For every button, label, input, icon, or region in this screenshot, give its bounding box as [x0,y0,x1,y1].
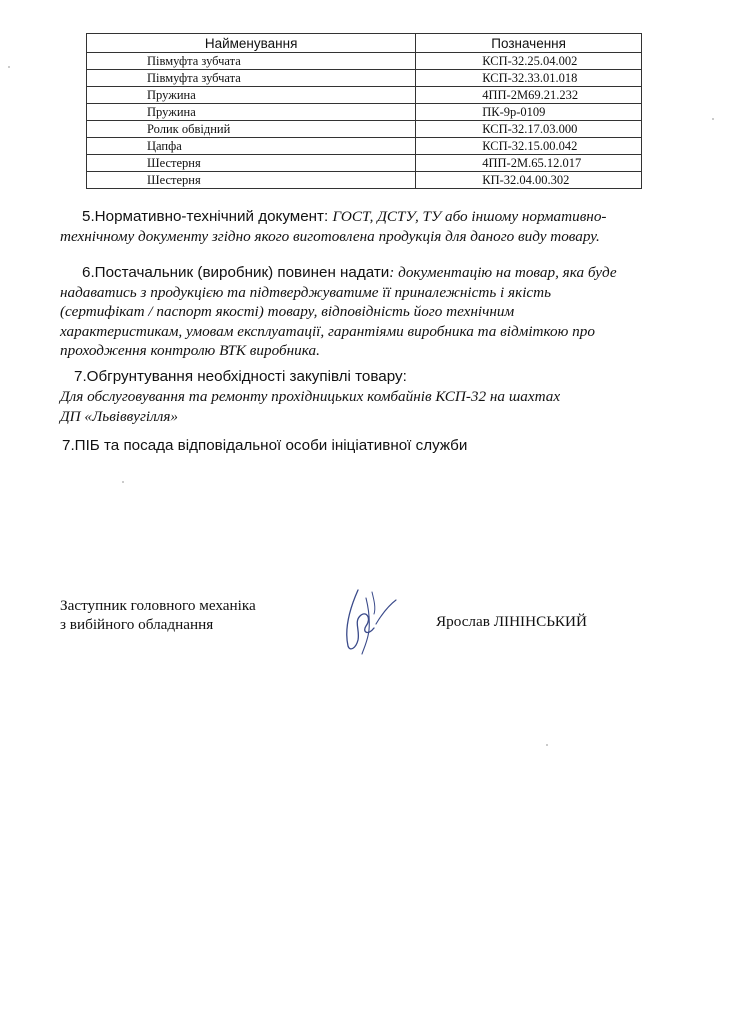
section-6-paragraph [60,263,675,361]
signer-position [60,596,256,634]
cell-name: Півмуфта зубчата [87,70,416,87]
table-row [87,155,642,172]
cell-code: 4ПП-2М.65.12.017 [416,155,642,172]
parts-table [86,33,642,189]
cell-code: 4ПП-2М69.21.232 [416,87,642,104]
cell-name: Шестерня [87,155,416,172]
table-row [87,104,642,121]
cell-name: Пружина [87,104,416,121]
table-row [87,70,642,87]
cell-code: ПК-9р-0109 [416,104,642,121]
cell-code: КСП-32.25.04.002 [416,53,642,70]
section-7-text-1: Для обслуговування та ремонту прохідницьких комбайнів КСП-32 на шахтах [60,388,561,405]
section-8-title: 7.ПІБ та посада відповідальної особи ініціативної служби [62,437,468,454]
cell-name: Півмуфта зубчата [87,53,416,70]
cell-name: Шестерня [87,172,416,189]
signer-name: Ярослав ЛІНІНСЬКИЙ [436,613,587,630]
table-header-row [87,34,642,53]
table-row [87,53,642,70]
cell-code: КСП-32.17.03.000 [416,121,642,138]
section-6-label: 6.Постачальник (виробник) повинен надати [82,264,390,281]
section-5-paragraph [60,207,667,246]
table-row [87,87,642,104]
cell-code: КСП-32.15.00.042 [416,138,642,155]
scan-speck [122,481,124,483]
section-7-title: 7.Обгрунтування необхідності закупівлі товару: [74,368,407,385]
section-5-text-1: ГОСТ, ДСТУ, ТУ або іншому нормативно- [332,208,607,225]
table-row [87,172,642,189]
section-7-text-2: ДП «Львіввугілля» [60,407,178,425]
cell-name: Пружина [87,87,416,104]
scan-speck [546,744,548,746]
table-row [87,121,642,138]
section-6-text-5: проходження контролю ВТК виробника. [60,342,320,359]
section-5-label: 5.Нормативно-технічний документ: [82,208,333,225]
table-row [87,138,642,155]
section-6-line-1 [60,263,675,283]
scan-speck [8,66,10,68]
signer-position-line-1: Заступник головного механіка [60,597,256,614]
section-5-text-2: технічному документу згідно якого виготовлена продукція для даного виду товару. [60,227,600,245]
section-6-text-3: (сертифікат / паспорт якості) товару, відповідність його технічним [60,303,515,320]
cell-code: КП-32.04.00.302 [416,172,642,189]
cell-name: Цапфа [87,138,416,155]
cell-code: КСП-32.33.01.018 [416,70,642,87]
section-6-text-1: : документацію на товар, яка буде [389,264,617,281]
cell-name: Ролик обвідний [87,121,416,138]
handwritten-signature [336,578,406,658]
section-5-line-1 [60,207,667,227]
signer-position-line-2: з вибійного обладнання [60,616,214,633]
header-name: Найменування [87,34,416,53]
section-7-body [60,387,660,426]
header-code: Позначення [416,34,642,53]
section-6-text-2: надаватись з продукцією та підтверджуватиме її приналежність і якість [60,283,552,301]
section-6-text-4: характеристикам, умовам експлуатації, гарантіями виробника та відміткою про [60,322,595,340]
scan-speck [712,118,714,120]
